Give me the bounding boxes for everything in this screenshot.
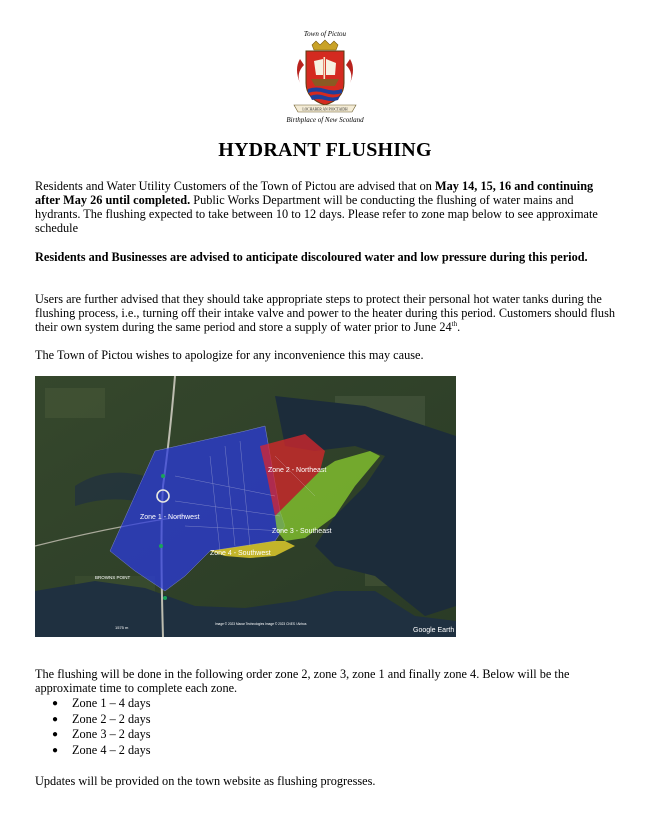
advisory-paragraph: Residents and Businesses are advised to anticipate discoloured water and low pressure during this period.: [35, 250, 588, 264]
date-ordinal: th: [451, 319, 458, 328]
intro-dates: May 14, 15, 16 and continuing after May 26 until completed.: [35, 179, 594, 207]
logo-top-text: Town of Pictou: [303, 30, 347, 38]
hot-water-text: Users are further advised that they should take appropriate steps to protect their personal hot water tanks during the flushing process, i.e., turning off their intake valve and power to the heater during this period. Customers should flush their own system during the same period and store a supply of water prior to June 24: [35, 292, 616, 334]
updates-paragraph: Updates will be provided on the town website as flushing progresses.: [35, 774, 376, 788]
zone-4-label: Zone 4 - Southwest: [210, 550, 271, 557]
hot-water-paragraph: [35, 292, 620, 334]
town-crest-icon: [286, 39, 364, 117]
list-item: ● Zone 3 – 2 days: [52, 727, 151, 741]
order-paragraph: The flushing will be done in the following order zone 2, zone 3, zone 1 and finally zone 4. Below will be the approximate time to complete each zone.: [35, 667, 570, 695]
page-title: HYDRANT FLUSHING: [218, 139, 432, 161]
town-logo: [270, 30, 380, 130]
zone-map-image: [35, 376, 456, 637]
zone-1-label: Zone 1 - Northwest: [140, 514, 200, 521]
imagery-credit: Image © 2023 Maxar Technologies Image © 2023 CNES / Airbus: [215, 622, 307, 626]
zone-3-label: Zone 3 - Southeast: [272, 528, 332, 535]
intro-text-a: Residents and Water Utility Customers of the Town of Pictou are advised that on: [35, 179, 436, 193]
logo-scroll-text: LOCHABER AN PIOCTAIDH: [302, 107, 348, 112]
schedule-zone-2: Zone 2 – 2 days: [72, 711, 151, 726]
logo-bottom-text: Birthplace of New Scotland: [286, 116, 364, 124]
zone-map: [35, 376, 456, 637]
intro-text-c: Public Works Department will be conducting the flushing of water mains and hydrants. The flushing expected to take between 10 to 12 days. Please refer to zone map below to see approximate schedule: [35, 193, 598, 235]
list-item: ● Zone 2 – 2 days: [52, 711, 151, 726]
scale-label: 1575 m: [115, 625, 129, 630]
schedule-list: [52, 696, 151, 758]
schedule-zone-1: Zone 1 – 4 days: [72, 696, 151, 710]
place-label: BROWNS POINT: [95, 575, 131, 580]
intro-paragraph: [35, 179, 620, 235]
apology-paragraph: The Town of Pictou wishes to apologize for any inconvenience this may cause.: [35, 348, 424, 362]
google-earth-brand: Google Earth: [413, 627, 455, 634]
list-item: ● Zone 1 – 4 days: [52, 696, 151, 710]
list-item: ● Zone 4 – 2 days: [52, 742, 151, 757]
zone-2-label: Zone 2 - Northeast: [268, 467, 327, 474]
hot-water-end: .: [457, 320, 461, 334]
schedule-zone-4: Zone 4 – 2 days: [72, 742, 151, 757]
schedule-zone-3: Zone 3 – 2 days: [72, 727, 151, 741]
